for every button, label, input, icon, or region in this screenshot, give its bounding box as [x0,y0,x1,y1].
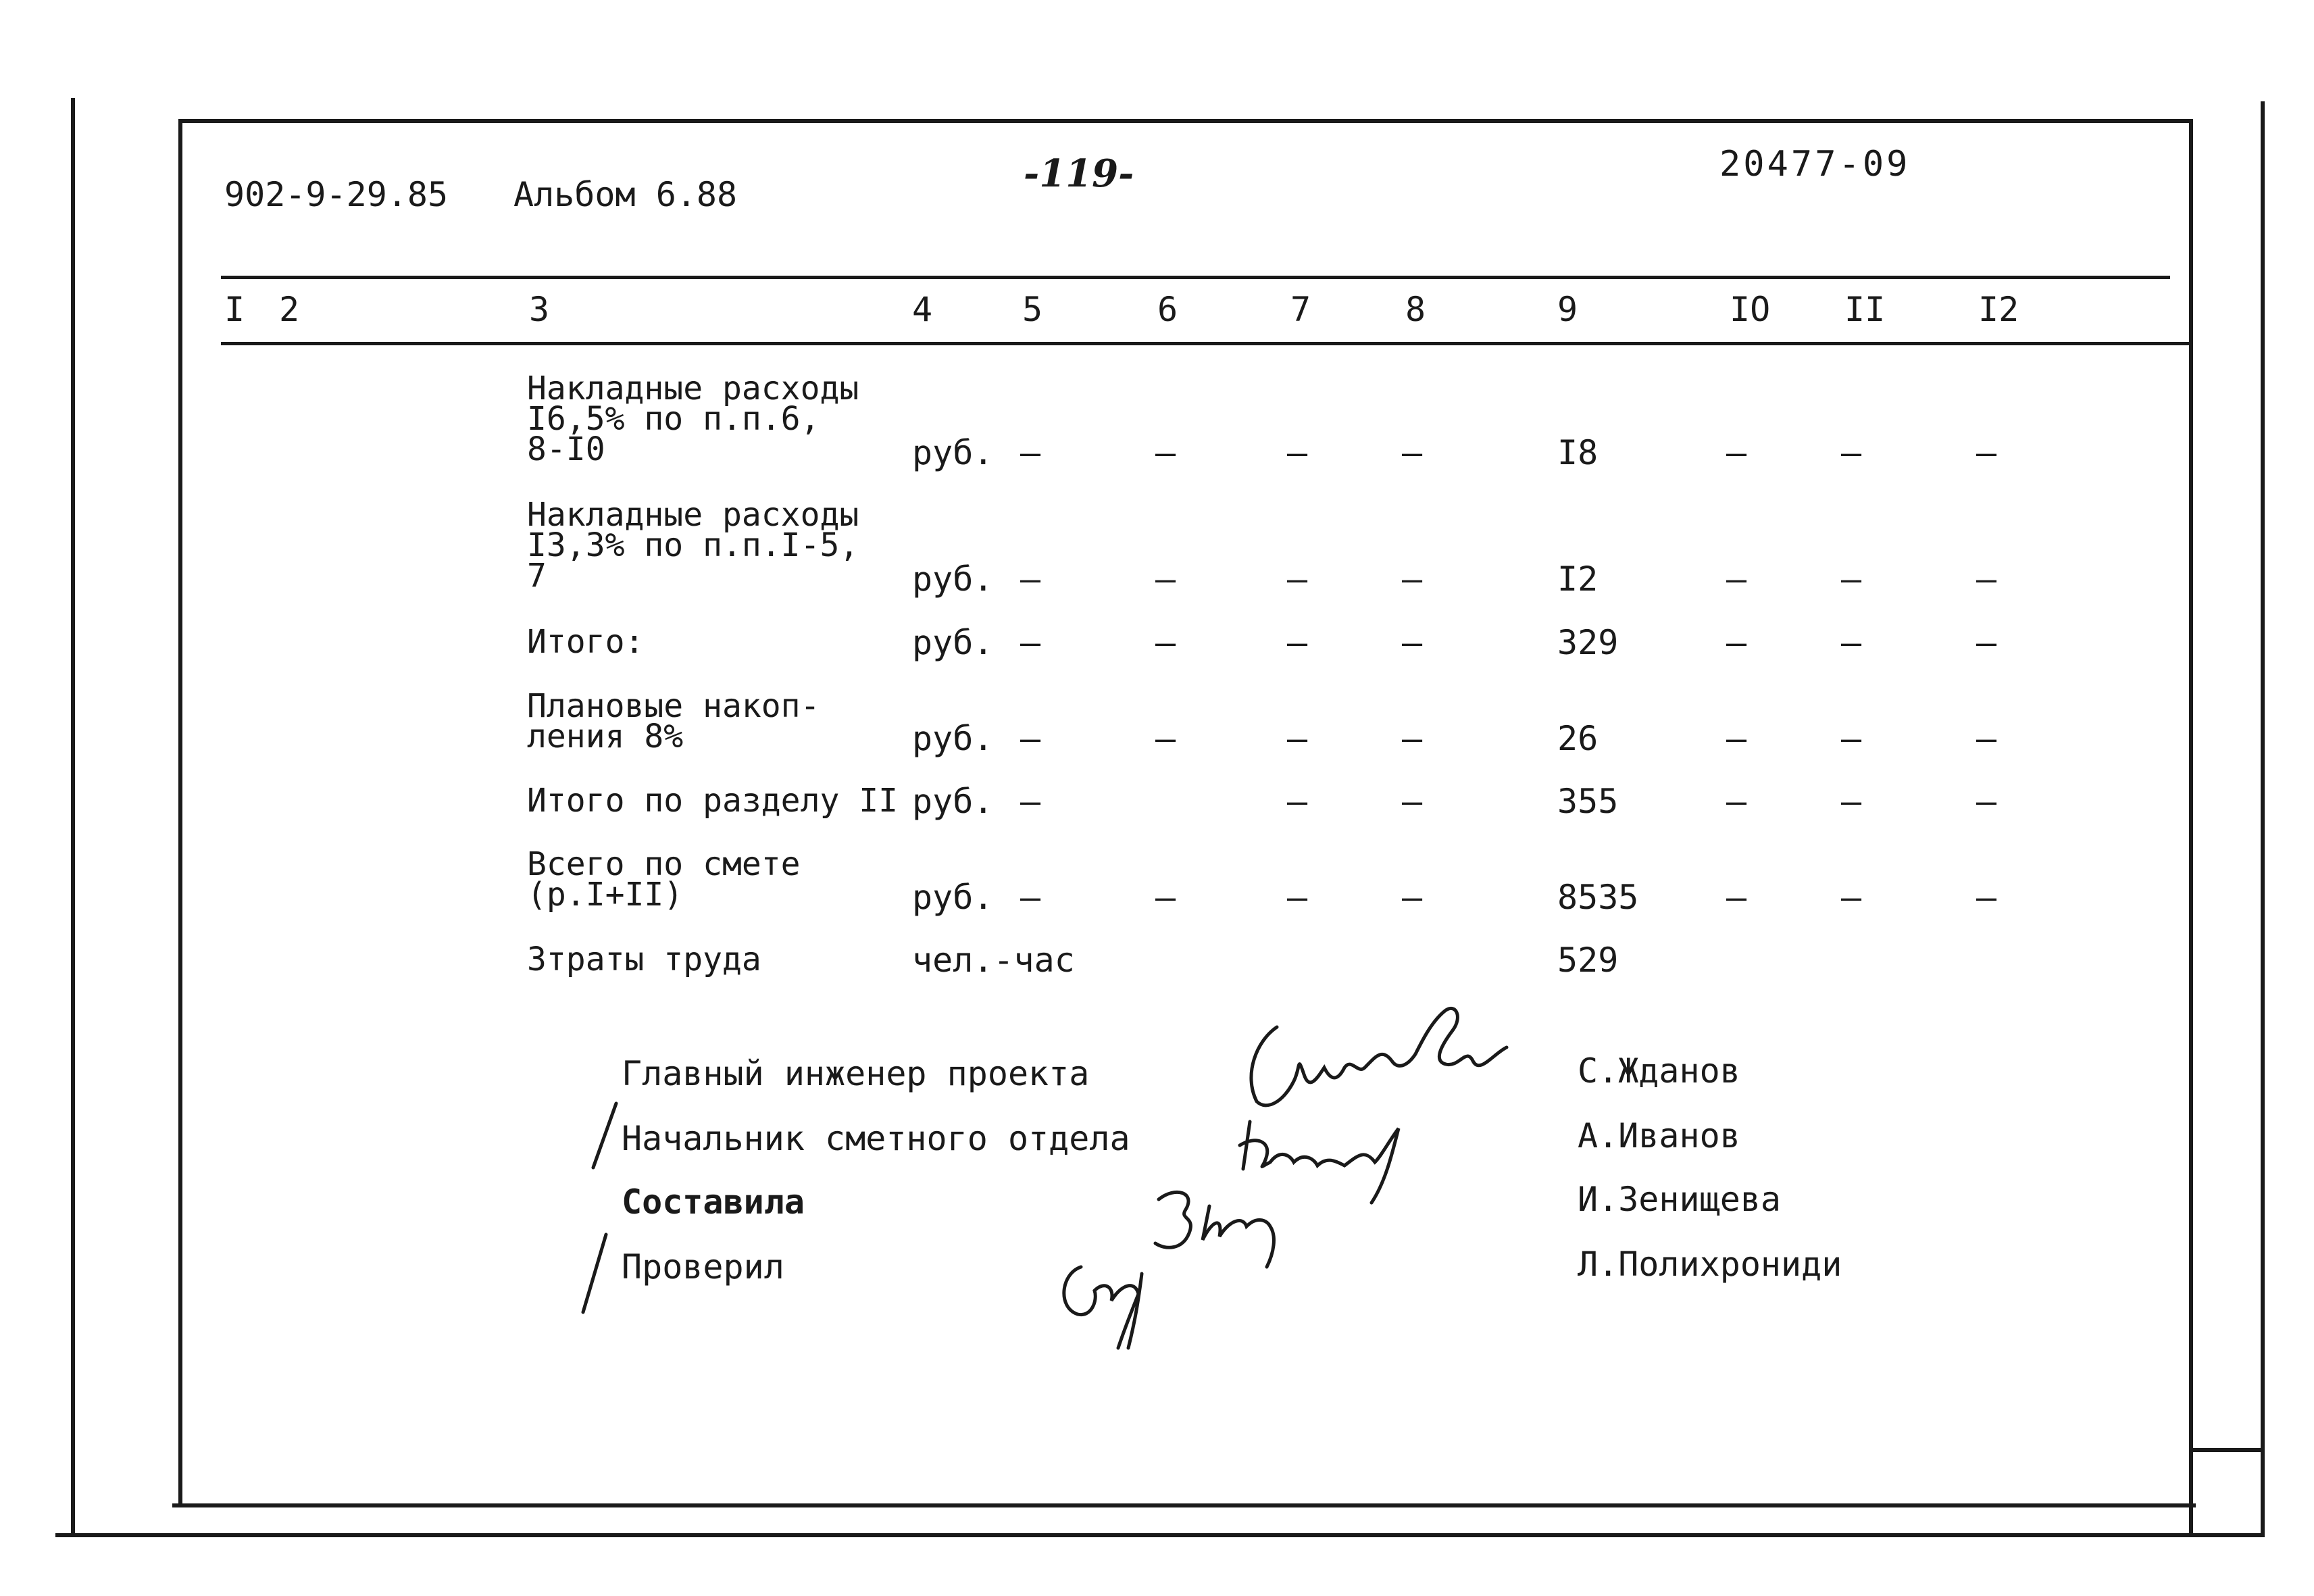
cell-col7: – [1287,878,1308,917]
signature-role: Начальник сметного отдела [622,1119,1130,1158]
check-mark-icon [588,1100,622,1174]
outer-frame-bottom [55,1533,2265,1537]
cell-col9: 8535 [1557,878,1639,917]
row-label: Зтраты труда [527,941,761,978]
cell-col5: – [1020,623,1041,662]
row-unit: руб. [912,782,994,821]
cell-col10: – [1726,719,1747,758]
cell-col9: 329 [1557,623,1619,662]
signature-polikhronidi [1054,1253,1189,1355]
cell-col8: – [1402,719,1423,758]
cell-col11: – [1841,878,1862,917]
cell-col10: – [1726,559,1747,599]
cell-col8: – [1402,782,1423,821]
cell-col8: – [1402,433,1423,472]
cell-col12: – [1976,433,1997,472]
cell-col12: – [1976,623,1997,662]
inner-frame-left [178,119,182,1507]
signature-name: Л.Полихрониди [1578,1245,1842,1284]
row-unit: руб. [912,878,994,917]
col-header-9: 9 [1557,290,1578,329]
row-label: Накладные расходы I6,5% по п.п.6, 8-I0 [527,370,859,468]
row-label: Итого: [527,623,645,661]
signature-name: И.Зенищева [1578,1180,1782,1219]
cell-col5: – [1020,782,1041,821]
cell-col5: – [1020,878,1041,917]
cell-col6: – [1155,623,1176,662]
row-unit: руб. [912,559,994,599]
cell-col6: – [1155,719,1176,758]
cell-col10: – [1726,782,1747,821]
document-code: 902-9-29.85 [224,175,449,214]
cell-col11: – [1841,433,1862,472]
stamp-box-top [2191,1448,2263,1452]
inner-frame-top [178,119,2192,123]
row-label: Накладные расходы I3,3% по п.п.I-5, 7 [527,496,859,595]
cell-col9: 529 [1557,941,1619,980]
col-header-7: 7 [1290,290,1311,329]
outer-frame-right [2261,101,2265,1537]
cell-col12: – [1976,878,1997,917]
header-rule-bottom [221,342,2192,345]
cell-col11: – [1841,623,1862,662]
cell-col6: – [1155,433,1176,472]
header-rule-top [221,276,2170,279]
cell-col9: I2 [1557,559,1599,599]
signature-name: С.Жданов [1578,1051,1740,1091]
col-header-12: I2 [1978,290,2019,329]
col-header-4: 4 [912,290,933,329]
cell-col12: – [1976,782,1997,821]
cell-col6: – [1155,878,1176,917]
row-label: Плановые накоп- ления 8% [527,687,820,755]
row-unit: руб. [912,433,994,472]
cell-col12: – [1976,559,1997,599]
col-header-5: 5 [1022,290,1043,329]
cell-col7: – [1287,559,1308,599]
cell-col8: – [1402,878,1423,917]
col-header-1: I [224,290,245,329]
cell-col7: – [1287,433,1308,472]
outer-frame-left [71,98,75,1537]
row-label: Всего по смете (р.I+II) [527,845,801,914]
cell-col9: I8 [1557,433,1599,472]
signature-role: Составила [622,1182,805,1222]
col-header-11: II [1844,290,1886,329]
signature-zhdanov [1230,1000,1513,1122]
col-header-2: 2 [279,290,300,329]
check-mark-icon [578,1231,611,1319]
col-header-3: 3 [529,290,550,329]
inner-frame-right [2189,119,2193,1535]
cell-col8: – [1402,559,1423,599]
cell-col6: – [1155,559,1176,599]
cell-col7: – [1287,782,1308,821]
signature-role: Главный инженер проекта [622,1054,1090,1093]
col-header-6: 6 [1157,290,1178,329]
inventory-number: 20477-09 [1719,144,1911,184]
page-number: -119- [1024,151,1134,196]
row-unit: руб. [912,623,994,662]
cell-col7: – [1287,719,1308,758]
row-unit: руб. [912,719,994,758]
cell-col12: – [1976,719,1997,758]
cell-col10: – [1726,433,1747,472]
album-label: Альбом 6.88 [513,175,738,214]
signature-role: Проверил [622,1247,784,1287]
cell-col5: – [1020,433,1041,472]
signature-name: А.Иванов [1578,1116,1740,1155]
cell-col8: – [1402,623,1423,662]
cell-col10: – [1726,623,1747,662]
cell-col11: – [1841,782,1862,821]
cell-col7: – [1287,623,1308,662]
cell-col10: – [1726,878,1747,917]
cell-col5: – [1020,559,1041,599]
cell-col5: – [1020,719,1041,758]
cell-col9: 355 [1557,782,1619,821]
cell-col11: – [1841,559,1862,599]
cell-col11: – [1841,719,1862,758]
row-unit: чел.-час [912,941,1075,980]
col-header-8: 8 [1405,290,1426,329]
col-header-10: IO [1730,290,1771,329]
inner-frame-bottom [172,1503,2196,1507]
cell-col9: 26 [1557,719,1599,758]
row-label: Итого по разделу II [527,782,899,820]
